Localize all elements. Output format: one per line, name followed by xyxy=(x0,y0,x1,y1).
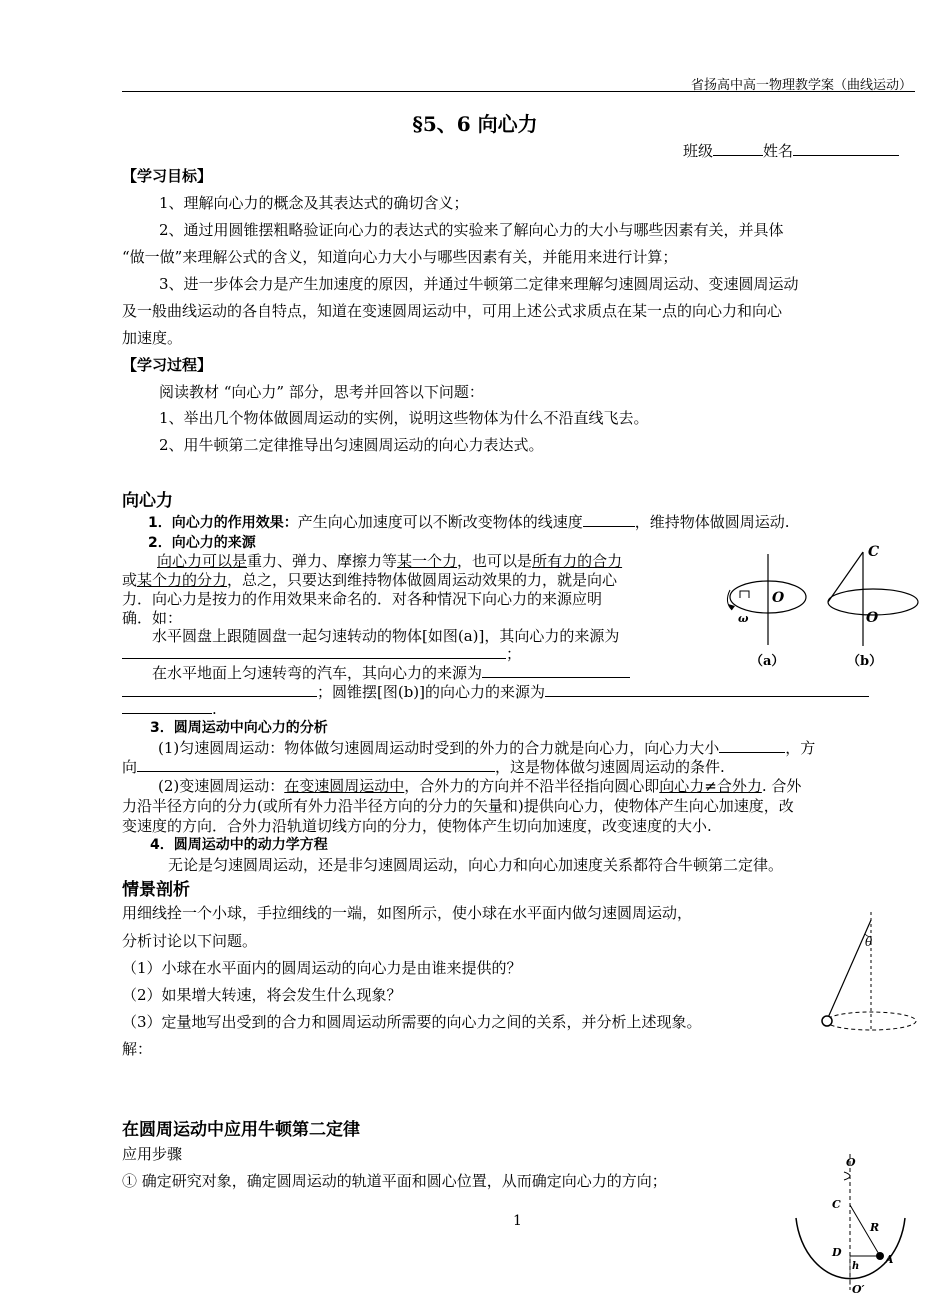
page-title: §5、6 向心力 xyxy=(412,112,538,136)
force-point-1 xyxy=(148,511,790,532)
bowl-D-label: D xyxy=(832,1246,842,1259)
figure-a-disk xyxy=(727,554,806,669)
nonuniform-b: 在变速圆周运动中 xyxy=(284,777,405,795)
figure-conical-pendulum xyxy=(815,908,920,1038)
bowl-O-label: O xyxy=(846,1156,856,1169)
nonuniform-motion-line3: 变速度的方向．合外力沿轨道切线方向的分力，使物体产生切向加速度，改变速度的大小. xyxy=(122,817,712,835)
force-point-1-text-a: 产生向心加速度可以不断改变物体的线速度 xyxy=(297,513,583,531)
header-rule xyxy=(122,91,915,92)
figure-disk-and-cone xyxy=(720,540,920,675)
figure-a-O-label: O xyxy=(772,590,785,606)
process-intro: 阅读教材 “向心力” 部分，思考并回答以下问题： xyxy=(159,383,484,401)
uniform-b: ，方 xyxy=(785,739,816,757)
source-text-d: ，也可以是 xyxy=(457,552,533,570)
blank-disk-source xyxy=(122,644,506,659)
nonuniform-motion-line1 xyxy=(158,775,801,796)
class-blank xyxy=(713,141,763,156)
uniform-a: (1)匀速圆周运动：物体做匀速圆周运动时受到的外力的合力就是向心力，向心力大小 xyxy=(158,739,720,757)
nonuniform-a: (2)变速圆周运动： xyxy=(158,777,285,795)
bowl-C-label: C xyxy=(832,1198,841,1211)
figure-b-O-label: O xyxy=(866,610,879,626)
class-name-line xyxy=(683,140,899,161)
objective-1: 1、理解向心力的概念及其表达式的确切含义； xyxy=(159,194,469,212)
nonuniform-motion-line2: 力沿半径方向的分力(或所有外力沿半径方向的分力的矢量和)提供向心力，使物体产生向心加速度，改 xyxy=(122,797,794,815)
source-l7-text: 在水平地面上匀速转弯的汽车，其向心力的来源为 xyxy=(152,664,483,682)
scenario-answer-label: 解： xyxy=(122,1040,153,1058)
force-source-line5: 水平圆盘上跟随圆盘一起匀速转动的物体[如图(a)]，其向心力的来源为 xyxy=(152,627,620,645)
figure-bowl xyxy=(790,1150,920,1296)
force-point-1-label: 1．向心力的作用效果： xyxy=(148,515,298,531)
source-l2-b: 某个力的分力 xyxy=(137,571,228,589)
uniform-d: ，这是物体做匀速圆周运动的条件. xyxy=(495,758,725,776)
force-source-line8 xyxy=(122,681,869,702)
force-source-line1 xyxy=(157,550,622,571)
force-source-line3: 力．向心力是按力的作用效果来命名的．对各种情况下向心力的来源应明 xyxy=(122,590,603,608)
page-number: 1 xyxy=(513,1213,522,1229)
force-source-line9 xyxy=(122,699,217,718)
force-source-line4: 确．如： xyxy=(122,609,183,627)
source-l2-c: ，总之，只要达到维持物体做圆周运动效果的力，就是向心 xyxy=(227,571,618,589)
nonuniform-c: ，合外力的方向并不沿半径指向圆心即 xyxy=(404,777,660,795)
section-heading-force: 向心力 xyxy=(122,491,173,511)
source-text-a: 向心力可以是 xyxy=(157,552,248,570)
scenario-question-3: （3）定量地写出受到的合力和圆周运动所需要的向心力之间的关系，并分析上述现象。 xyxy=(122,1013,702,1031)
uniform-motion-line2 xyxy=(122,756,725,777)
bowl-A-label: A xyxy=(885,1253,894,1266)
objective-2-line2: “做一做”来理解公式的含义，知道向心力大小与哪些因素有关，并能用来进行计算； xyxy=(122,248,678,266)
process-question-1: 1、举出几个物体做圆周运动的实例，说明这些物体为什么不沿直线飞去。 xyxy=(159,409,649,427)
source-text-c: 某一个力 xyxy=(397,552,458,570)
blank-pendulum-source xyxy=(545,682,869,697)
objective-2-line1: 2、通过用圆锥摆粗略验证向心力的表达式的实验来了解向心力的大小与哪些因素有关，并具体 xyxy=(159,221,784,239)
objective-3-line3: 加速度。 xyxy=(122,329,183,347)
scenario-line2: 分析讨论以下问题。 xyxy=(122,932,258,950)
source-text-e: 所有力的合力 xyxy=(532,552,623,570)
source-l2-a: 或 xyxy=(122,571,138,589)
section-heading-newton: 在圆周运动中应用牛顿第二定律 xyxy=(122,1120,360,1140)
theta-label: θ xyxy=(865,935,873,949)
figure-a-caption: （a） xyxy=(750,654,785,669)
force-source-line6 xyxy=(122,643,521,664)
section-heading-scenario: 情景剖析 xyxy=(122,880,190,900)
blank-car-source xyxy=(482,663,630,678)
pendulum-ball xyxy=(822,1016,832,1026)
figure-b-cone xyxy=(828,544,918,669)
uniform-c: 向 xyxy=(122,758,138,776)
blank-force-magnitude xyxy=(719,738,785,753)
bowl-R-label: R xyxy=(870,1221,880,1234)
blank-force-direction xyxy=(137,757,495,772)
class-label: 班级 xyxy=(683,142,714,160)
objective-3-line1: 3、进一步体会力是产生加速度的原因，并通过牛顿第二定律来理解匀速圆周运动、变速圆周运动 xyxy=(159,275,799,293)
force-point-1-text-b: ，维持物体做圆周运动. xyxy=(634,513,790,531)
force-source-line7 xyxy=(152,662,630,683)
newton-subheading: 应用步骤 xyxy=(122,1145,183,1163)
uniform-motion-line1 xyxy=(158,737,815,758)
source-l9-end: . xyxy=(212,700,217,718)
name-blank xyxy=(793,141,899,156)
figure-b-caption: （b） xyxy=(847,654,883,669)
process-question-2: 2、用牛顿第二定律推导出匀速圆周运动的向心力表达式。 xyxy=(159,436,544,454)
force-point-4-label: 4．圆周运动中的动力学方程 xyxy=(150,837,328,853)
objectives-heading: 【学习目标】 xyxy=(122,167,213,185)
name-label: 姓名 xyxy=(763,142,794,160)
source-l6-end: ； xyxy=(506,645,522,663)
bowl-h-label: h xyxy=(852,1261,860,1272)
force-point-2-label: 2．向心力的来源 xyxy=(148,535,256,551)
source-text-b: 重力、弹力、摩擦力等 xyxy=(247,552,398,570)
nonuniform-e: . 合外 xyxy=(761,777,802,795)
process-heading: 【学习过程】 xyxy=(122,356,213,374)
figure-a-omega-label: ω xyxy=(738,612,749,625)
nonuniform-d: 向心力≠合外力 xyxy=(659,777,762,795)
scenario-question-2: （2）如果增大转速，将会发生什么现象？ xyxy=(122,986,402,1004)
newton-step-1: ① 确定研究对象，确定圆周运动的轨道平面和圆心位置，从而确定向心力的方向； xyxy=(122,1172,667,1190)
figure-b-C-label: C xyxy=(868,544,880,560)
force-point-4-text: 无论是匀速圆周运动，还是非匀速圆周运动，向心力和向心加速度关系都符合牛顿第二定律。 xyxy=(168,856,784,874)
bowl-ball xyxy=(876,1252,884,1260)
blank-linear-velocity xyxy=(583,512,635,527)
force-point-3-label: 3．圆周运动中向心力的分析 xyxy=(150,720,328,736)
bowl-O-prime-label: O′ xyxy=(852,1283,865,1296)
running-header: 省扬高中高一物理教学案（曲线运动） xyxy=(690,78,912,93)
blank-pendulum-source-cont xyxy=(122,699,212,714)
objective-3-line2: 及一般曲线运动的各自特点，知道在变速圆周运动中，可用上述公式求质点在某一点的向心力和向心 xyxy=(122,302,783,320)
blank-car-source-cont xyxy=(122,682,317,697)
scenario-line1: 用细线拴一个小球，手拉细线的一端，如图所示，使小球在水平面内做匀速圆周运动， xyxy=(122,904,693,922)
force-source-line2 xyxy=(122,569,617,590)
scenario-question-1: （1）小球在水平面内的圆周运动的向心力是由谁来提供的？ xyxy=(122,959,522,977)
source-l8-text: ；圆锥摆[图(b)]的向心力的来源为 xyxy=(317,683,546,701)
